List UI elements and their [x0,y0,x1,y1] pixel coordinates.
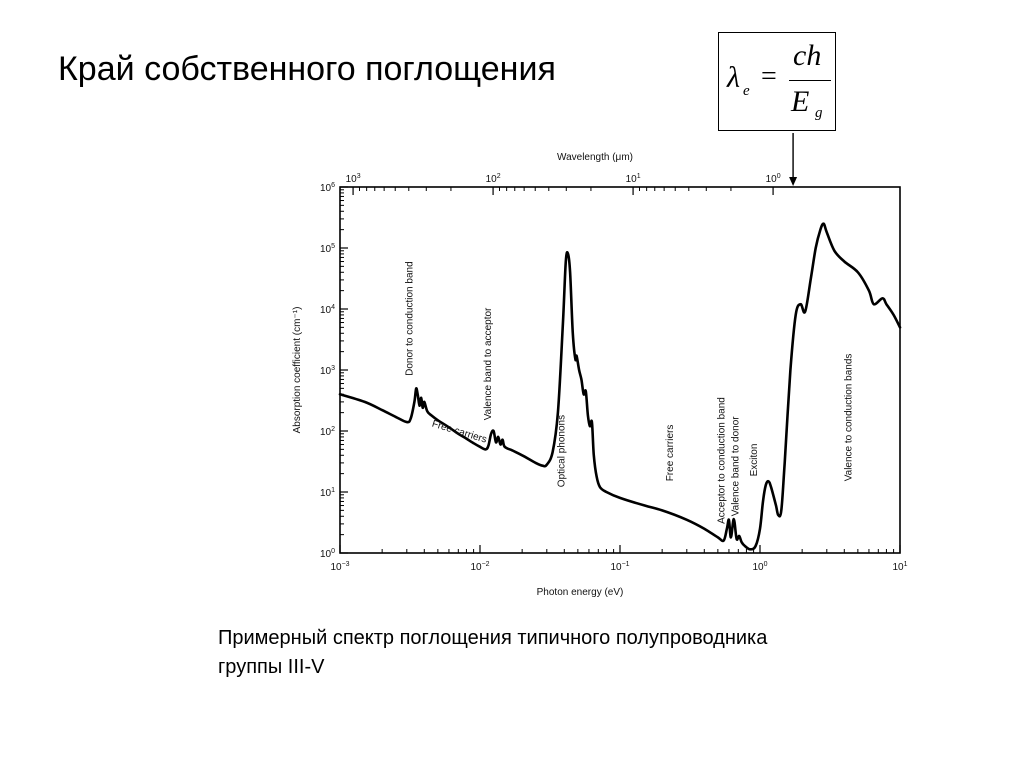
y-axis-label: Absorption coefficient (cm⁻¹) [292,306,303,434]
annotation-label: Valence band to donor [730,416,742,517]
top-tick-label: $10^3$ [345,173,361,185]
y-tick-label: $10^4$ [319,304,335,316]
x-axis-label: Photon energy (eV) [536,587,624,598]
annotation-label: Valence band to acceptor [483,307,495,421]
x-tick-label: $10^{-1}$ [610,561,630,573]
formula-lambda-subscript: e [743,83,750,99]
x-tick-label: $10^0$ [752,561,768,573]
annotation-label: Exciton [748,443,760,477]
x-tick-label: $10^{-2}$ [470,561,490,573]
chart-caption [218,624,938,682]
annotation-label: Donor to conduction band [404,261,416,376]
annotation-label: Optical phonons [556,414,568,488]
caption-line-2: группы III-V [218,656,325,678]
top-axis-label: Wavelength (μm) [557,152,633,163]
annotation-label: Acceptor to conduction band [716,397,728,524]
formula-denominator: E [791,85,810,118]
y-tick-label: $10^3$ [319,365,335,377]
y-tick-label: $10^1$ [319,487,335,499]
y-tick-label: $10^6$ [319,182,335,194]
formula-lambda: λ [727,61,740,94]
formula-numerator: ch [793,39,822,72]
slide-title: Край собственного поглощения [58,50,556,88]
annotation-label: Free carriers [665,424,677,482]
y-tick-label: $10^0$ [319,548,335,560]
x-tick-label: $10^1$ [892,561,908,573]
annotation-label: Free carriers [430,418,488,446]
series-line-absorption [340,224,900,550]
caption-line-1: Примерный спектр поглощения типичного полупроводника [218,627,768,649]
formula-equals: = [761,61,777,92]
y-tick-label: $10^2$ [319,426,335,438]
formula-arrow-head [789,177,797,186]
top-tick-label: $10^1$ [625,173,641,185]
top-tick-label: $10^0$ [765,173,781,185]
annotation-label: Valence to conduction bands [843,353,855,482]
y-tick-label: $10^5$ [319,243,335,255]
formula-denominator-subscript: g [815,105,823,121]
top-tick-label: $10^2$ [485,173,501,185]
x-tick-label: $10^{-3}$ [330,561,350,573]
